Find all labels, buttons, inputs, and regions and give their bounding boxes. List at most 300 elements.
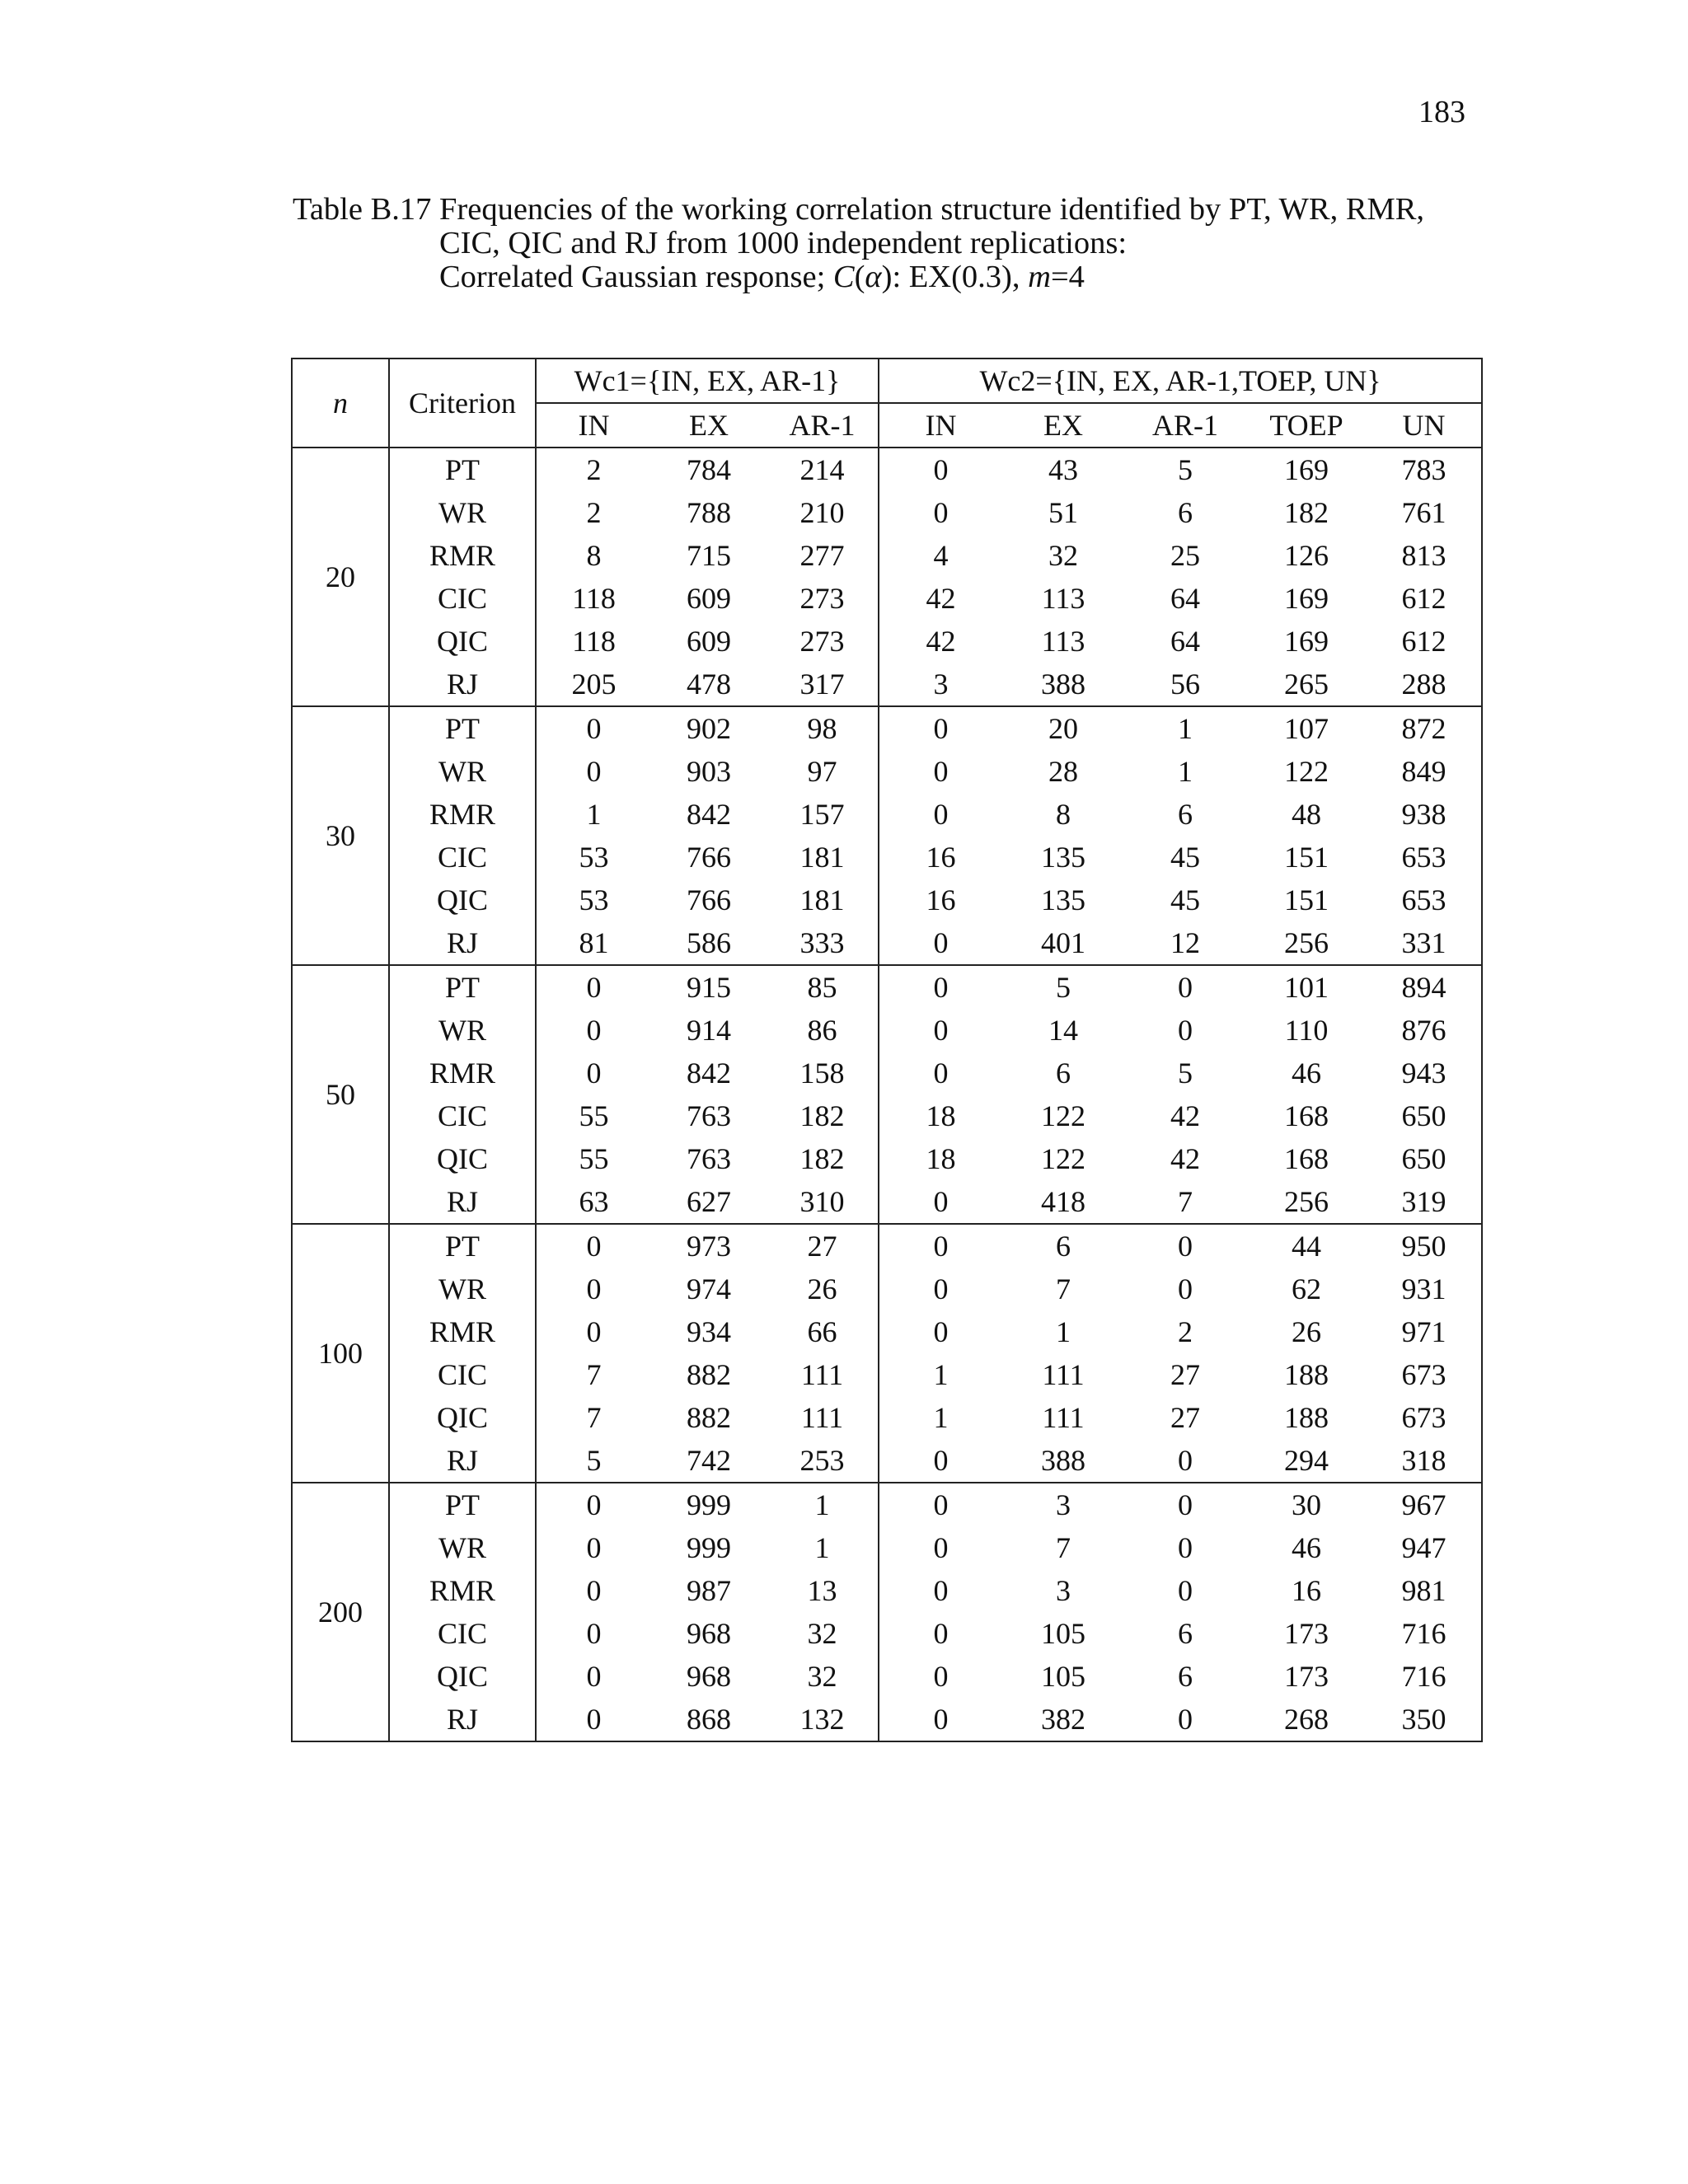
wc2-ex-cell: 122 [1041,1099,1086,1132]
wc2-un-cell: 894 [1367,965,1482,1009]
wc1-in-cell: 0 [536,1698,651,1741]
criterion-cell: RMR [389,793,536,836]
table-row [292,1698,1482,1741]
criterion-cell: PT [389,448,536,491]
wc2-ex-cell: 111 [1042,1401,1085,1434]
header-group-wc1: Wc1={IN, EX, AR-1} [536,359,879,403]
wc2-ar1-cell: 6 [1178,1617,1193,1650]
wc1-ex-cell: 842 [687,1057,731,1090]
wc2-toep-cell: 168 [1284,1142,1329,1175]
wc2-toep-cell: 46 [1292,1057,1322,1090]
wc1-in-cell: 53 [579,883,609,916]
wc2-toep-cell: 62 [1292,1272,1322,1305]
wc2-ex-cell: 135 [1041,883,1086,916]
wc1-ar1-cell: 66 [767,1310,879,1353]
table-row [292,879,1482,921]
table-row [292,1009,1482,1052]
wc2-in-cell: 0 [933,1488,949,1521]
criterion-cell: PT [389,965,536,1009]
table-row [292,663,1482,706]
caption-line-2: CIC, QIC and RJ from 1000 independent replications: [439,226,1128,260]
wc1-ex-cell: 999 [687,1531,731,1564]
wc1-ar1-cell: 181 [767,879,879,921]
wc1-ex-cell: 784 [687,453,731,486]
wc1-ex-cell: 868 [651,1698,767,1741]
wc2-un-cell: 650 [1367,1137,1482,1180]
wc2-un-cell: 716 [1367,1655,1482,1698]
wc2-toep-cell: 107 [1284,712,1329,745]
wc2-ar1-cell: 6 [1178,1660,1193,1693]
wc2-un-cell: 872 [1367,706,1482,750]
wc2-toep-cell: 256 [1246,921,1367,965]
wc2-in-cell: 0 [933,1057,949,1090]
table-row [292,1052,1482,1094]
wc2-toep-cell: 44 [1292,1230,1322,1263]
wc1-ex-cell: 999 [687,1488,731,1521]
wc1-ex-cell: 766 [687,841,731,874]
wc2-toep-cell: 294 [1246,1439,1367,1483]
wc2-ar1-cell: 27 [1170,1401,1201,1434]
wc1-in-cell: 0 [586,1272,602,1305]
wc1-ar1-cell: 210 [767,491,879,534]
criterion-cell: PT [389,1224,536,1268]
caption-line-3-text: Correlated Gaussian response; [439,260,833,294]
caption-m-symbol: m [1028,260,1051,294]
wc1-ar1-cell: 86 [767,1009,879,1052]
wc2-in-cell: 0 [933,1014,949,1047]
table-row [292,793,1482,836]
table-row [292,491,1482,534]
wc2-ar1-cell: 0 [1178,1014,1193,1047]
wc2-toep-cell: 168 [1284,1099,1329,1132]
wc2-ex-cell: 14 [1048,1014,1079,1047]
wc2-ex-cell: 28 [1048,755,1079,788]
wc2-ar1-cell: 7 [1124,1180,1246,1224]
wc2-un-cell: 319 [1367,1180,1482,1224]
wc1-in-cell: 55 [579,1099,609,1132]
wc2-toep-cell: 16 [1292,1574,1322,1607]
wc2-toep-cell: 188 [1284,1401,1329,1434]
header-wc2-in: IN [879,403,1002,448]
criterion-cell: CIC [389,836,536,879]
criterion-cell: RMR [389,534,536,577]
sample-size-cell: 30 [292,706,389,965]
table-row [292,1137,1482,1180]
wc1-in-cell: 2 [586,496,602,529]
wc2-ar1-cell: 0 [1124,1439,1246,1483]
wc2-ar1-cell: 5 [1178,1057,1193,1090]
header-criterion: Criterion [389,359,536,448]
table-row [292,921,1482,965]
criterion-cell: RJ [389,1180,536,1224]
header-n: n [292,359,389,448]
wc1-ar1-cell: 85 [767,965,879,1009]
header-wc1-ex: EX [651,403,767,448]
criterion-cell: RMR [389,1569,536,1612]
wc1-in-cell: 0 [586,1574,602,1607]
caption-m-value: =4 [1050,260,1085,294]
wc2-ex-cell: 32 [1048,539,1079,572]
table-row [292,620,1482,663]
wc1-in-cell: 0 [586,1315,602,1348]
wc2-ar1-cell: 5 [1178,453,1193,486]
table-row [292,1310,1482,1353]
header-wc2-un: UN [1367,403,1482,448]
criterion-cell: RJ [389,663,536,706]
wc1-ar1-cell: 1 [767,1526,879,1569]
table-body [292,448,1482,1741]
wc1-ex-cell: 882 [687,1358,731,1391]
caption-paren-close: ): EX(0.3), [881,260,1029,294]
wc2-un-cell: 947 [1367,1526,1482,1569]
table-row [292,1396,1482,1439]
caption-c-symbol: C [832,260,855,294]
table-row [292,706,1482,750]
wc1-ar1-cell: 111 [767,1396,879,1439]
wc1-ex-cell: 609 [687,582,731,615]
wc2-in-cell: 0 [933,971,949,1004]
wc2-in-cell: 0 [933,453,949,486]
criterion-cell: WR [389,1009,536,1052]
wc2-ex-cell: 3 [1056,1574,1071,1607]
table-row [292,1439,1482,1483]
table-row [292,577,1482,620]
wc1-in-cell: 0 [586,1660,602,1693]
criterion-cell: QIC [389,1137,536,1180]
wc1-in-cell: 7 [586,1358,602,1391]
wc1-in-cell: 0 [586,1488,602,1521]
wc2-ex-cell: 418 [1002,1180,1124,1224]
wc1-ex-cell: 788 [687,496,731,529]
wc2-un-cell: 673 [1367,1396,1482,1439]
wc2-ex-cell: 7 [1056,1531,1071,1564]
wc1-ex-cell: 627 [651,1180,767,1224]
wc2-ar1-cell: 0 [1178,1488,1193,1521]
wc2-un-cell: 673 [1367,1353,1482,1396]
wc2-toep-cell: 122 [1284,755,1329,788]
wc2-un-cell: 716 [1367,1612,1482,1655]
criterion-cell: QIC [389,620,536,663]
wc1-in-cell: 8 [586,539,602,572]
wc2-ar1-cell: 42 [1170,1142,1201,1175]
wc2-ar1-cell: 0 [1124,1698,1246,1741]
wc1-ar1-cell: 214 [767,448,879,491]
wc2-toep-cell: 182 [1284,496,1329,529]
wc2-ex-cell: 135 [1041,841,1086,874]
wc2-ex-cell: 388 [1002,1439,1124,1483]
wc1-ex-cell: 882 [687,1401,731,1434]
criterion-cell: RMR [389,1052,536,1094]
wc2-ex-cell: 3 [1056,1488,1071,1521]
wc1-ar1-cell: 317 [767,663,879,706]
wc2-un-cell: 971 [1367,1310,1482,1353]
wc1-ar1-cell: 98 [767,706,879,750]
sample-size-cell: 100 [292,1224,389,1483]
table-row [292,965,1482,1009]
criterion-cell: CIC [389,577,536,620]
wc1-ar1-cell: 333 [767,921,879,965]
wc1-ex-cell: 478 [651,663,767,706]
wc2-toep-cell: 256 [1246,1180,1367,1224]
wc2-in-cell: 3 [879,663,1002,706]
wc2-un-cell: 943 [1367,1052,1482,1094]
wc2-toep-cell: 265 [1246,663,1367,706]
wc2-un-cell: 938 [1367,793,1482,836]
wc2-in-cell: 0 [933,1272,949,1305]
wc1-ar1-cell: 181 [767,836,879,879]
caption-line-1: Table B.17 Frequencies of the working correlation structure identified by PT, WR, RMR, [293,192,1425,227]
wc1-in-cell: 2 [586,453,602,486]
wc1-ex-cell: 763 [687,1099,731,1132]
wc2-ex-cell: 8 [1056,798,1071,831]
wc1-ex-cell: 766 [687,883,731,916]
wc2-ar1-cell: 56 [1124,663,1246,706]
sample-size-cell: 50 [292,965,389,1224]
wc2-ar1-cell: 0 [1178,1272,1193,1305]
wc2-in-cell: 0 [879,1698,1002,1741]
wc2-in-cell: 42 [926,582,956,615]
wc2-in-cell: 0 [933,1315,949,1348]
wc1-in-cell: 5 [536,1439,651,1483]
wc2-ex-cell: 51 [1048,496,1079,529]
page-number: 183 [1418,95,1465,129]
wc2-ar1-cell: 27 [1170,1358,1201,1391]
wc1-in-cell: 0 [586,712,602,745]
header-row-groups [292,359,1482,403]
wc1-ar1-cell: 253 [767,1439,879,1483]
wc1-ar1-cell: 132 [767,1698,879,1741]
wc2-ar1-cell: 0 [1178,1531,1193,1564]
wc2-ex-cell: 388 [1002,663,1124,706]
wc2-toep-cell: 268 [1246,1698,1367,1741]
wc2-in-cell: 0 [933,1531,949,1564]
wc1-ar1-cell: 182 [767,1137,879,1180]
table-row [292,448,1482,491]
wc1-ex-cell: 609 [687,625,731,658]
table-row [292,1224,1482,1268]
criterion-cell: QIC [389,879,536,921]
header-wc2-ex: EX [1002,403,1124,448]
wc2-ar1-cell: 12 [1124,921,1246,965]
criterion-cell: WR [389,1526,536,1569]
wc2-un-cell: 653 [1367,879,1482,921]
wc2-toep-cell: 151 [1284,841,1329,874]
criterion-cell: RMR [389,1310,536,1353]
wc1-ex-cell: 902 [687,712,731,745]
wc2-toep-cell: 169 [1284,453,1329,486]
header-wc1-ar1: AR-1 [767,403,879,448]
wc2-ar1-cell: 0 [1178,1230,1193,1263]
wc2-in-cell: 1 [933,1358,949,1391]
wc2-in-cell: 0 [933,712,949,745]
criterion-cell: QIC [389,1655,536,1698]
wc2-toep-cell: 169 [1284,582,1329,615]
wc2-in-cell: 0 [933,1660,949,1693]
caption-paren-open: ( [854,260,865,294]
wc1-ex-cell: 742 [651,1439,767,1483]
wc1-ex-cell: 915 [687,971,731,1004]
wc2-toep-cell: 110 [1284,1014,1329,1047]
wc2-ar1-cell: 25 [1170,539,1201,572]
wc2-ex-cell: 401 [1002,921,1124,965]
wc2-toep-cell: 46 [1292,1531,1322,1564]
wc1-in-cell: 0 [586,1617,602,1650]
wc1-ar1-cell: 273 [767,620,879,663]
wc2-ar1-cell: 0 [1178,971,1193,1004]
wc2-toep-cell: 169 [1284,625,1329,658]
wc1-ar1-cell: 277 [767,534,879,577]
wc2-un-cell: 653 [1367,836,1482,879]
wc1-in-cell: 0 [586,1014,602,1047]
wc1-ex-cell: 715 [687,539,731,572]
table-row [292,750,1482,793]
wc2-ex-cell: 43 [1048,453,1079,486]
wc1-ex-cell: 914 [687,1014,731,1047]
table-row [292,1268,1482,1310]
wc2-ex-cell: 105 [1041,1617,1086,1650]
wc2-in-cell: 0 [933,755,949,788]
wc1-ex-cell: 968 [687,1617,731,1650]
wc2-toep-cell: 126 [1284,539,1329,572]
wc2-in-cell: 0 [933,496,949,529]
wc2-un-cell: 612 [1367,577,1482,620]
wc2-ar1-cell: 0 [1178,1574,1193,1607]
table-row [292,1612,1482,1655]
wc2-toep-cell: 26 [1292,1315,1322,1348]
wc2-ex-cell: 5 [1056,971,1071,1004]
wc2-in-cell: 4 [933,539,949,572]
wc2-ex-cell: 7 [1056,1272,1071,1305]
wc1-in-cell: 118 [572,582,616,615]
caption-line-3 [293,260,1496,294]
wc1-ar1-cell: 158 [767,1052,879,1094]
wc2-ex-cell: 6 [1056,1230,1071,1263]
wc2-ar1-cell: 6 [1178,496,1193,529]
wc2-ar1-cell: 45 [1170,841,1201,874]
wc1-ex-cell: 973 [687,1230,731,1263]
table-caption [293,193,1496,294]
wc1-ar1-cell: 1 [767,1483,879,1526]
wc2-in-cell: 0 [879,1439,1002,1483]
wc2-ex-cell: 122 [1041,1142,1086,1175]
table-row [292,1483,1482,1526]
wc1-in-cell: 81 [536,921,651,965]
wc1-ar1-cell: 32 [767,1655,879,1698]
wc2-un-cell: 849 [1367,750,1482,793]
wc2-toep-cell: 188 [1284,1358,1329,1391]
criterion-cell: CIC [389,1612,536,1655]
wc2-ex-cell: 382 [1002,1698,1124,1741]
wc1-ar1-cell: 157 [767,793,879,836]
wc2-in-cell: 18 [926,1142,956,1175]
wc2-in-cell: 42 [926,625,956,658]
wc1-ar1-cell: 13 [767,1569,879,1612]
wc2-ex-cell: 105 [1041,1660,1086,1693]
header-group-wc2: Wc2={IN, EX, AR-1,TOEP, UN} [879,359,1482,403]
wc1-ex-cell: 974 [687,1272,731,1305]
wc2-ex-cell: 111 [1042,1358,1085,1391]
wc1-in-cell: 1 [586,798,602,831]
wc2-in-cell: 18 [926,1099,956,1132]
criterion-cell: QIC [389,1396,536,1439]
wc2-un-cell: 981 [1367,1569,1482,1612]
criterion-cell: CIC [389,1094,536,1137]
criterion-cell: WR [389,750,536,793]
wc2-ar1-cell: 45 [1170,883,1201,916]
wc2-toep-cell: 101 [1284,971,1329,1004]
wc1-ex-cell: 903 [687,755,731,788]
table-row [292,534,1482,577]
header-wc1-in: IN [536,403,651,448]
wc2-ar1-cell: 64 [1170,582,1201,615]
wc1-ar1-cell: 97 [767,750,879,793]
results-table [291,358,1483,1742]
wc2-toep-cell: 30 [1292,1488,1322,1521]
wc1-ar1-cell: 310 [767,1180,879,1224]
wc1-ex-cell: 987 [687,1574,731,1607]
criterion-cell: WR [389,491,536,534]
wc2-un-cell: 650 [1367,1094,1482,1137]
wc1-ar1-cell: 26 [767,1268,879,1310]
wc1-ar1-cell: 32 [767,1612,879,1655]
wc2-ex-cell: 6 [1056,1057,1071,1090]
wc2-un-cell: 950 [1367,1224,1482,1268]
sample-size-cell: 200 [292,1483,389,1741]
table-row [292,1569,1482,1612]
wc1-in-cell: 118 [572,625,616,658]
wc1-ex-cell: 842 [687,798,731,831]
wc2-toep-cell: 173 [1284,1660,1329,1693]
criterion-cell: CIC [389,1353,536,1396]
wc2-un-cell: 288 [1367,663,1482,706]
sample-size-cell: 20 [292,448,389,706]
wc2-ar1-cell: 42 [1170,1099,1201,1132]
wc2-in-cell: 0 [933,1574,949,1607]
wc1-in-cell: 7 [586,1401,602,1434]
wc2-ex-cell: 113 [1041,582,1085,615]
wc2-un-cell: 783 [1367,448,1482,491]
wc1-ex-cell: 934 [687,1315,731,1348]
wc2-un-cell: 931 [1367,1268,1482,1310]
wc2-un-cell: 612 [1367,620,1482,663]
wc2-ar1-cell: 64 [1170,625,1201,658]
caption-alpha-symbol: α [865,260,882,294]
wc1-in-cell: 0 [586,1057,602,1090]
wc1-ex-cell: 586 [651,921,767,965]
header-wc2-ar1: AR-1 [1124,403,1246,448]
wc1-ar1-cell: 27 [767,1224,879,1268]
wc2-ar1-cell: 1 [1178,755,1193,788]
wc2-in-cell: 0 [933,1230,949,1263]
wc2-in-cell: 0 [933,1617,949,1650]
wc1-ex-cell: 763 [687,1142,731,1175]
wc1-ar1-cell: 273 [767,577,879,620]
wc2-in-cell: 0 [879,921,1002,965]
criterion-cell: PT [389,706,536,750]
wc2-toep-cell: 173 [1284,1617,1329,1650]
wc2-un-cell: 350 [1367,1698,1482,1741]
wc2-un-cell: 331 [1367,921,1482,965]
criterion-cell: WR [389,1268,536,1310]
table-row [292,1180,1482,1224]
wc2-in-cell: 0 [879,1180,1002,1224]
criterion-cell: PT [389,1483,536,1526]
wc2-ar1-cell: 2 [1178,1315,1193,1348]
table-row [292,1094,1482,1137]
wc1-ar1-cell: 182 [767,1094,879,1137]
wc2-un-cell: 967 [1367,1483,1482,1526]
wc2-un-cell: 876 [1367,1009,1482,1052]
